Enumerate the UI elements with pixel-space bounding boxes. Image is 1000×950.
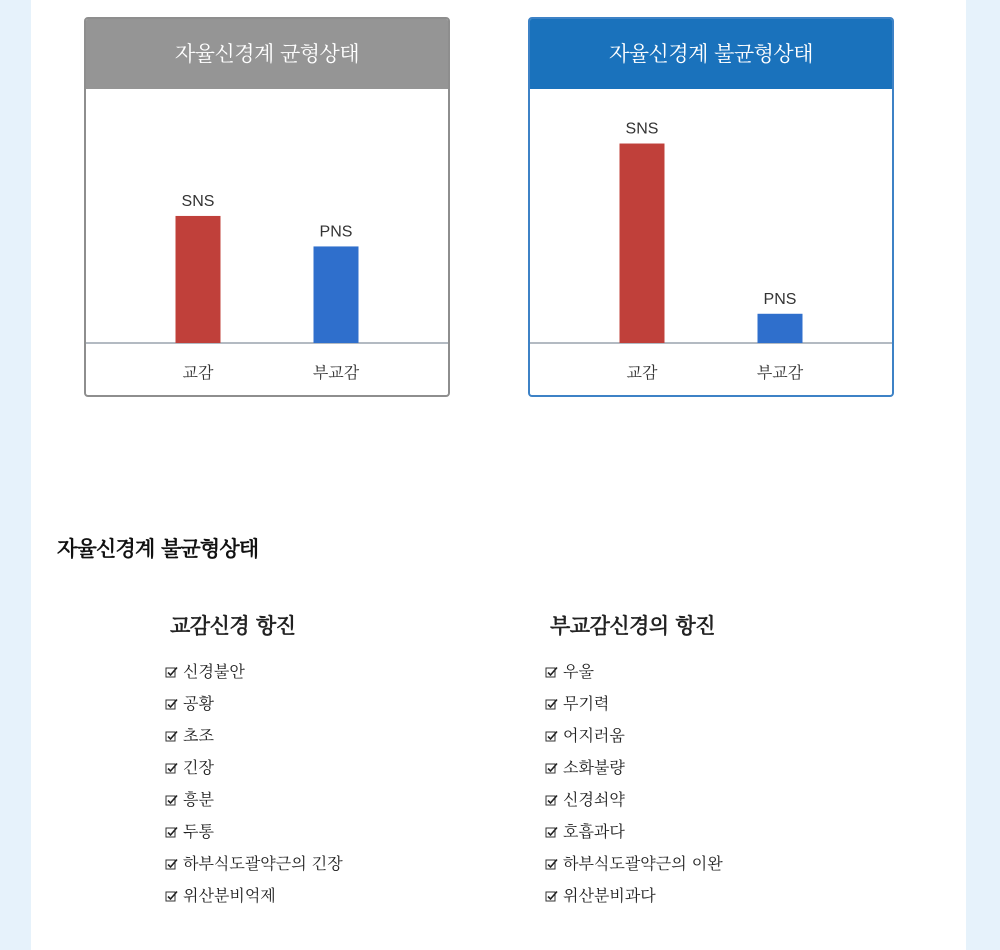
symptom-item [165, 790, 343, 822]
symptom-label: 하부식도괄약근의 이완 [563, 854, 723, 873]
symptom-label: 초조 [183, 726, 214, 745]
symptom-label: 신경쇠약 [563, 790, 625, 809]
symptom-item [545, 726, 723, 758]
symptom-item [165, 822, 343, 854]
bar [176, 216, 221, 343]
bar [620, 144, 665, 343]
section-title: 자율신경계 불균형상태 [57, 537, 259, 561]
bar-data-label: PNS [763, 290, 797, 308]
bar-data-label: SNS [181, 192, 215, 210]
symptom-item [165, 886, 343, 918]
x-tick-label: 부교감 [312, 363, 360, 382]
checkbox-icon [165, 858, 178, 871]
symptom-label: 두통 [183, 822, 214, 841]
checkbox-icon [165, 794, 178, 807]
symptom-list [165, 662, 343, 918]
checkbox-icon [545, 794, 558, 807]
symptom-column-parasympathetic [550, 610, 723, 918]
bar-chart [530, 89, 892, 395]
symptom-item [165, 726, 343, 758]
checkbox-icon [165, 890, 178, 903]
bar [758, 314, 803, 343]
bar-data-label: PNS [319, 223, 353, 241]
symptom-label: 긴장 [183, 758, 214, 777]
symptom-item [545, 854, 723, 886]
chart-panel-imbalanced [528, 17, 894, 397]
symptom-item [165, 662, 343, 694]
symptom-item [165, 758, 343, 790]
page-sheet [31, 0, 966, 950]
x-tick-label: 교감 [182, 363, 214, 382]
symptom-item [165, 854, 343, 886]
symptom-label: 위산분비과다 [563, 886, 656, 905]
symptom-item [545, 694, 723, 726]
chart-panel-header: 자율신경계 불균형상태 [530, 19, 892, 89]
symptom-label: 신경불안 [183, 662, 245, 681]
x-tick-label: 부교감 [756, 363, 804, 382]
symptom-item [165, 694, 343, 726]
checkbox-icon [545, 730, 558, 743]
chart-panel-balanced [84, 17, 450, 397]
symptom-label: 우울 [563, 662, 594, 681]
checkbox-icon [545, 762, 558, 775]
checkbox-icon [165, 826, 178, 839]
bar-data-label: SNS [625, 120, 659, 138]
checkbox-icon [545, 826, 558, 839]
bar [314, 246, 359, 343]
symptom-item [545, 790, 723, 822]
bar-chart [86, 89, 448, 395]
checkbox-icon [545, 858, 558, 871]
checkbox-icon [545, 666, 558, 679]
column-title: 교감신경 항진 [170, 613, 296, 638]
checkbox-icon [165, 666, 178, 679]
checkbox-icon [545, 698, 558, 711]
checkbox-icon [165, 762, 178, 775]
symptom-label: 어지러움 [563, 726, 625, 745]
symptom-item [545, 662, 723, 694]
column-title: 부교감신경의 항진 [550, 613, 716, 638]
symptom-list [545, 662, 723, 918]
chart-panel-header: 자율신경계 균형상태 [86, 19, 448, 89]
symptom-label: 무기력 [563, 694, 610, 713]
symptom-label: 하부식도괄약근의 긴장 [183, 854, 343, 873]
checkbox-icon [165, 698, 178, 711]
symptom-item [545, 758, 723, 790]
checkbox-icon [545, 890, 558, 903]
symptom-label: 소화불량 [563, 758, 625, 777]
symptom-item [545, 886, 723, 918]
symptom-label: 위산분비억제 [183, 886, 276, 905]
symptom-item [545, 822, 723, 854]
symptom-label: 호흡과다 [563, 822, 625, 841]
symptom-label: 공황 [183, 694, 214, 713]
symptom-column-sympathetic [170, 610, 343, 918]
checkbox-icon [165, 730, 178, 743]
x-tick-label: 교감 [626, 363, 658, 382]
symptom-label: 흥분 [183, 790, 214, 809]
